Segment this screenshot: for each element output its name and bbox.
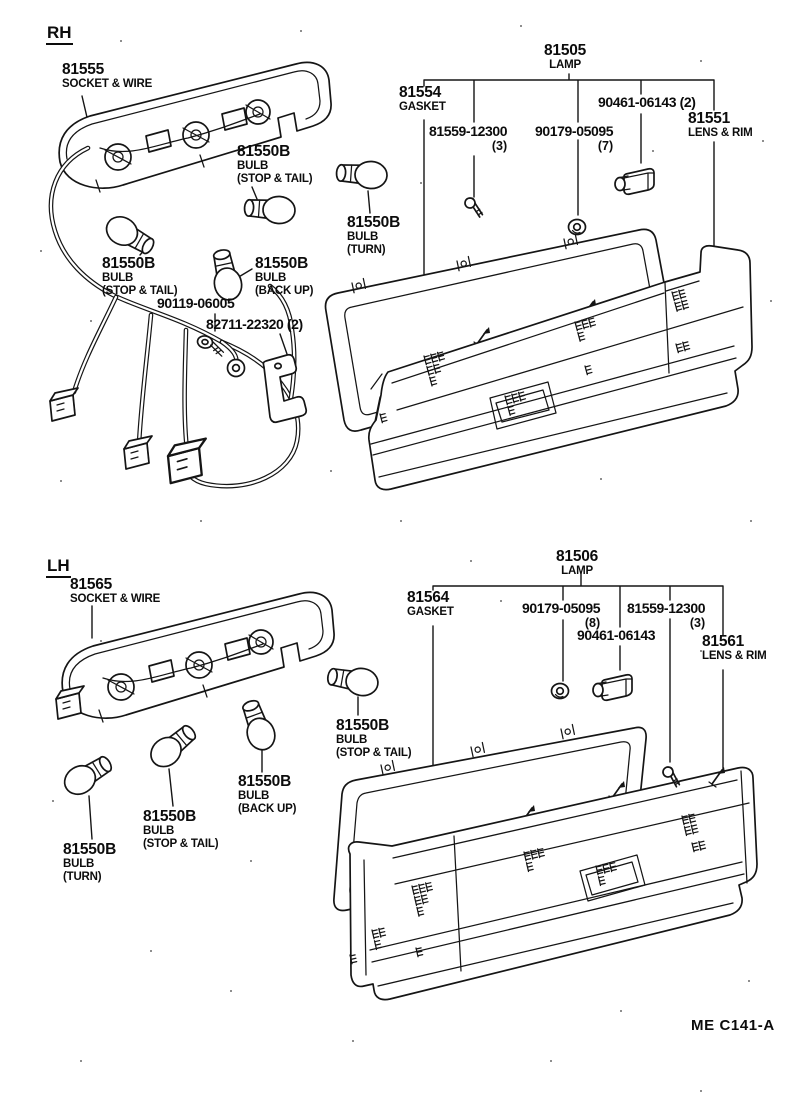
label-rh-screw — [429, 124, 507, 153]
label-rh-socket-wire — [62, 62, 152, 91]
section-title-rh: RH — [46, 24, 73, 45]
rh-ring-terminal-icon — [228, 360, 245, 377]
rh-bolt-icon — [196, 335, 226, 357]
label-lh-gasket — [407, 590, 454, 619]
rh-bulb-turn-icon — [336, 159, 388, 189]
label-lh-lamp — [556, 549, 598, 578]
part-name: BULB — [63, 858, 95, 871]
lh-nut-icon — [552, 684, 569, 699]
part-name: SOCKET & WIRE — [62, 78, 153, 91]
part-number: 81505 — [544, 42, 587, 59]
part-number: 81550B — [347, 214, 401, 231]
label-lh-bulb-stop-tail-mid — [143, 809, 218, 851]
label-lh-bulb-stop-tail-right — [336, 718, 411, 760]
part-number: 90119-06005 — [157, 295, 235, 311]
part-name: GASKET — [407, 606, 454, 619]
part-number: 81550B — [336, 717, 390, 734]
rh-connector-icon — [168, 439, 206, 484]
label-lh-lens-rim — [702, 634, 766, 663]
part-number: 90179-05095 — [522, 600, 601, 616]
part-spec: (STOP & TAIL) — [336, 747, 412, 760]
part-number: 81559-12300 — [627, 600, 706, 616]
label-lh-socket-wire — [70, 577, 160, 606]
rh-bulb-stop-tail-upper-icon — [244, 194, 296, 224]
part-number: 81554 — [399, 84, 442, 101]
rh-bulb-stop-tail-lower-icon — [101, 211, 158, 260]
rh-clip-icon — [615, 169, 654, 195]
part-name: LENS & RIM — [702, 650, 767, 663]
part-number: 81559-12300 — [429, 123, 508, 139]
part-number: 81550B — [63, 841, 117, 858]
label-lh-bulb-back-up — [238, 774, 296, 816]
part-number: 81551 — [688, 110, 731, 127]
rh-screw-icon — [462, 197, 486, 218]
lh-socket-wire-plate-drawing — [56, 592, 334, 722]
part-number: 81550B — [143, 808, 197, 825]
part-name: BULB — [255, 272, 287, 285]
part-number: 81565 — [70, 576, 113, 593]
part-number: 81561 — [702, 633, 745, 650]
part-spec: (TURN) — [63, 871, 102, 884]
part-spec: (STOP & TAIL) — [102, 285, 178, 298]
part-spec: (BACK UP) — [238, 803, 297, 816]
part-name: BULB — [143, 825, 175, 838]
part-quantity: (3) — [689, 615, 706, 630]
label-rh-bulb-stop-tail-lower — [102, 256, 177, 298]
label-lh-screw — [627, 601, 705, 630]
part-number: 90179-05095 — [535, 123, 614, 139]
part-spec: (STOP & TAIL) — [237, 173, 313, 186]
part-number: 90461-06143 — [577, 627, 656, 643]
label-rh-lens-rim — [688, 111, 752, 140]
label-rh-clip — [598, 95, 696, 110]
lh-bulb-stop-tail-right-icon — [326, 663, 380, 698]
label-rh-bolt — [157, 296, 234, 311]
part-name: BULB — [237, 160, 269, 173]
label-rh-nut — [535, 124, 613, 153]
label-rh-bulb-stop-tail-upper — [237, 144, 312, 186]
part-quantity: (3) — [491, 138, 508, 153]
part-number: 81564 — [407, 589, 450, 606]
lh-clip-icon — [593, 675, 632, 701]
lh-bulb-turn-icon — [59, 750, 116, 800]
part-number: 81550B — [102, 255, 156, 272]
part-name: BULB — [238, 790, 270, 803]
section-title-lh: LH — [46, 557, 71, 578]
label-lh-nut — [522, 601, 600, 630]
label-rh-bulb-back-up — [255, 256, 313, 298]
lh-bulb-back-up-icon — [237, 697, 280, 754]
part-number: 81555 — [62, 61, 105, 78]
part-spec: (BACK UP) — [255, 285, 314, 298]
part-name: LENS & RIM — [688, 127, 753, 140]
rh-connector-icon — [50, 388, 78, 421]
label-rh-gasket — [399, 85, 446, 114]
label-lh-clip — [577, 628, 655, 643]
part-quantity: (7) — [597, 138, 614, 153]
part-spec: (TURN) — [347, 244, 386, 257]
part-quantity: (8) — [584, 615, 601, 630]
part-spec: (STOP & TAIL) — [143, 838, 219, 851]
part-number: 81550B — [238, 773, 292, 790]
part-name: BULB — [347, 231, 379, 244]
part-name: SOCKET & WIRE — [70, 593, 161, 606]
part-number: 81550B — [237, 143, 291, 160]
part-number: 82711-22320 (2) — [206, 316, 303, 332]
label-rh-lamp — [544, 43, 586, 72]
rh-connector-icon — [124, 436, 152, 469]
figure-code: ME C141-A — [691, 1017, 775, 1034]
part-number: 81506 — [556, 548, 599, 565]
part-name: BULB — [102, 272, 134, 285]
label-rh-bulb-turn — [347, 215, 400, 257]
part-name: LAMP — [549, 59, 581, 72]
part-name: LAMP — [561, 565, 593, 578]
rh-nut-icon — [569, 220, 586, 235]
label-lh-bulb-turn — [63, 842, 116, 884]
lh-connector-icon — [56, 686, 84, 719]
label-rh-clamp — [206, 317, 303, 332]
part-name: GASKET — [399, 101, 446, 114]
part-name: BULB — [336, 734, 368, 747]
lh-bulb-stop-tail-mid-icon — [145, 719, 201, 772]
part-number: 81550B — [255, 255, 309, 272]
part-number: 90461-06143 (2) — [598, 94, 696, 110]
